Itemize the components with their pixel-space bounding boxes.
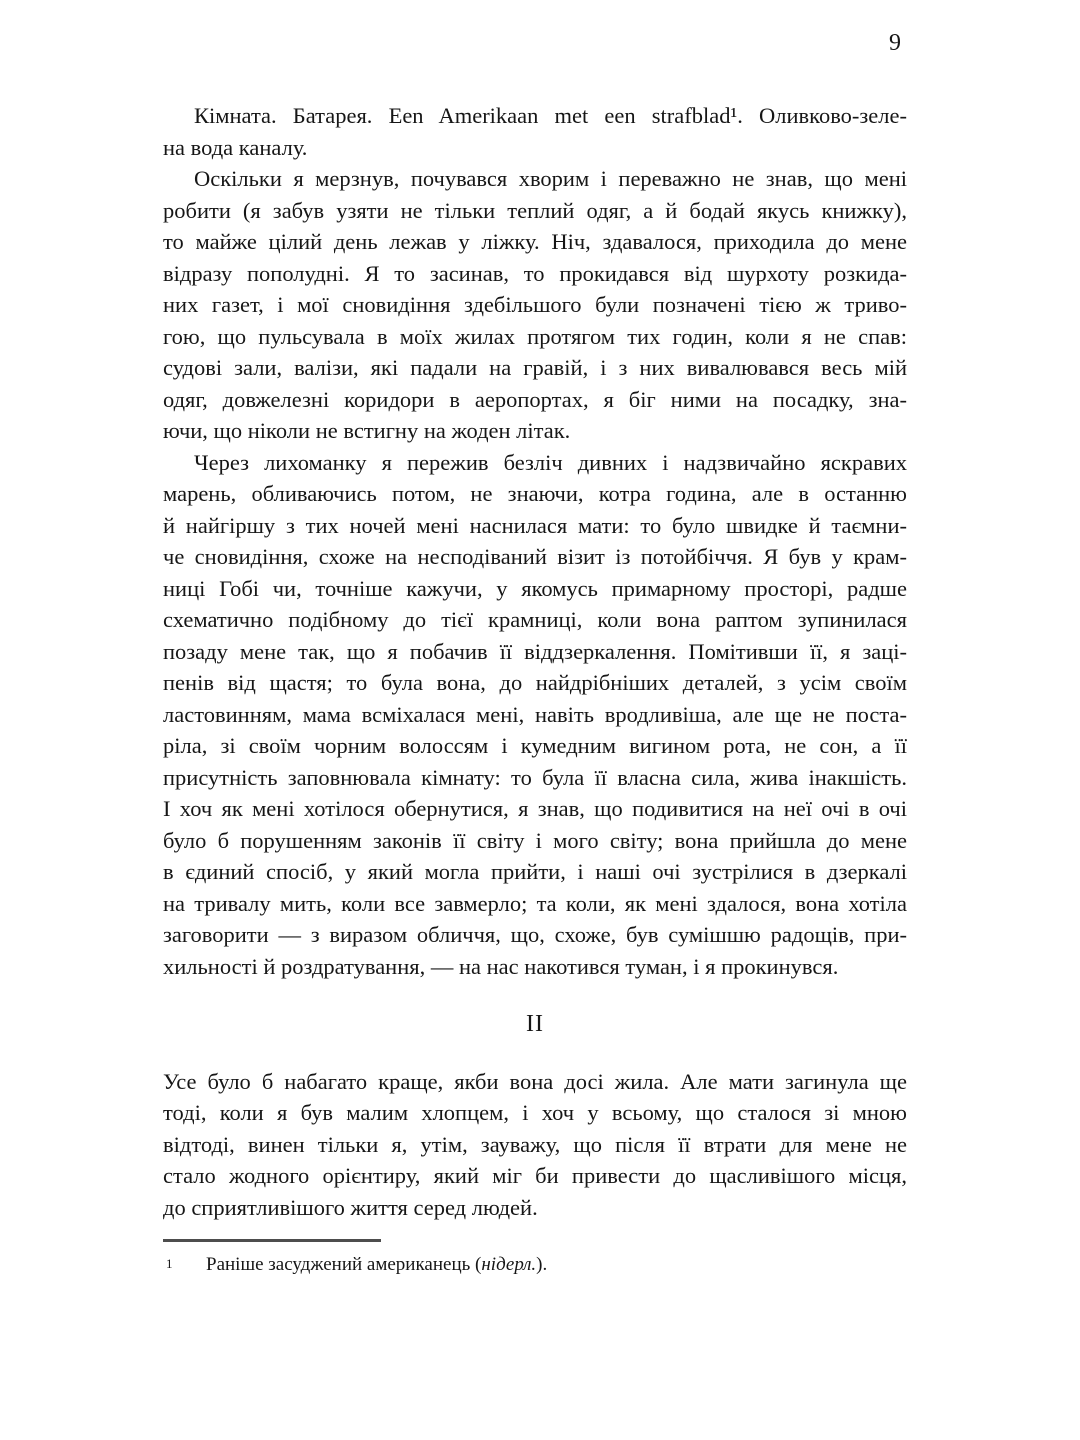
footnote-marker: 1 [166, 1256, 173, 1271]
footnote [163, 1251, 907, 1278]
footnote-language-label: нідерл. [481, 1254, 537, 1275]
text-line: відтоді, винен тільки я, утім, зауважу, що після її втрати для мене не [163, 1131, 907, 1157]
text-line: позаду мене так, що я побачив її віддзеркалення. Помітивши її, я заці- [163, 638, 907, 664]
paragraph [163, 1066, 907, 1224]
text-line: й найгіршу з тих ночей мені наснилася мати: то було швидке й таємни- [163, 512, 907, 538]
text-column [163, 0, 907, 1278]
page-number: 9 [889, 30, 901, 56]
paragraph [163, 163, 907, 447]
section-one [163, 100, 907, 982]
text-line: одяг, довжелезні коридори в аеропортах, я біг ними на посадку, зна- [163, 386, 907, 412]
text-line: схематично подібному до тієї крамниці, коли вона раптом зупинилася [163, 607, 907, 632]
text-line: І хоч як мені хотілося обернутися, я знав, що подивитися на неї очі в очі [163, 796, 907, 821]
text-line: було б порушенням законів її світу і мого світу; вона прийшла до мене [163, 827, 907, 853]
text-line: присутність заповнювала кімнату: то була її власна сила, жива інакшість. [163, 764, 907, 790]
text-line: ниці Гобі чи, точніше кажучи, у якомусь примарному просторі, радше [163, 575, 907, 601]
text-line: заговорити — з виразом обличчя, що, схоже, був сумішшю радощів, при- [163, 922, 907, 947]
text-line: робити (я забув узяти не тільки теплий одяг, а й бодай якусь книжку), [163, 197, 907, 223]
section-two [163, 1066, 907, 1224]
text-line: пенів від щастя; то була вона, до найдрібніших деталей, з усім своїм [163, 670, 907, 695]
text-line: відразу пополудні. Я то засинав, то прокидався від шурхоту розкида- [163, 260, 907, 286]
text-line: на вода каналу. [163, 134, 308, 160]
text-line: ластовинням, мама всміхалася мені, навіть вродливіша, але ще не поста- [163, 701, 907, 727]
text-line: марень, обливаючись потом, не знаючи, котра година, але в останню [163, 481, 907, 506]
footnote-text-end: ). [536, 1254, 548, 1275]
text-line: хильності й роздратування, — на нас накотився туман, і я прокинувся. [163, 953, 839, 979]
paragraph [163, 100, 907, 163]
text-line: стало жодного орієнтиру, який міг би привести до щасливішого місця, [163, 1163, 907, 1188]
text-line: гою, що пульсувала в моїх жилах протягом тих годин, коли я не спав: [163, 323, 907, 349]
text-line: Усе було б набагато краще, якби вона досі жила. Але мати загинула ще [163, 1068, 907, 1094]
text-line: тоді, коли я був малим хлопцем, і хоч у всьому, що сталося зі мною [163, 1100, 907, 1125]
body-text [163, 100, 907, 1278]
text-line: Кімната. Батарея. Een Amerikaan met een strafblad¹. Оливково-зеле- [194, 103, 907, 128]
text-line: Оскільки я мерзнув, почувався хворим і переважно не знав, що мені [194, 166, 907, 191]
text-line: то майже цілий день лежав у ліжку. Ніч, здавалося, приходила до мене [163, 229, 907, 254]
paragraph [163, 447, 907, 983]
footnote-text: Раніше засуджений американець ( [206, 1254, 482, 1275]
text-line: че сновидіння, схоже на несподіваний візит із потойбіччя. Я був у крам- [163, 544, 907, 569]
section-heading: II [526, 1011, 544, 1037]
text-line: ріла, зі своїм чорним волоссям і кумедним вигином рота, не сон, а її [163, 733, 907, 758]
text-line: Через лихоманку я пережив безліч дивних і надзвичайно яскравих [194, 449, 907, 475]
text-line: них газет, і мої сновидіння здебільшого були позначені тією ж триво- [163, 292, 907, 317]
footnote-divider [163, 1239, 381, 1242]
text-line: до сприятливішого життя серед людей. [163, 1194, 538, 1220]
text-line: ючи, що ніколи не встигну на жоден літак. [163, 418, 571, 443]
text-line: на тривалу мить, коли все завмерло; та коли, як мені здалося, вона хотіла [163, 890, 907, 916]
text-line: судові зали, валізи, які падали на гравій, і з них вивалювався весь мій [163, 355, 907, 380]
text-line: в єдиний спосіб, у який могла прийти, і наші очі зустрілися в дзеркалі [163, 859, 907, 884]
